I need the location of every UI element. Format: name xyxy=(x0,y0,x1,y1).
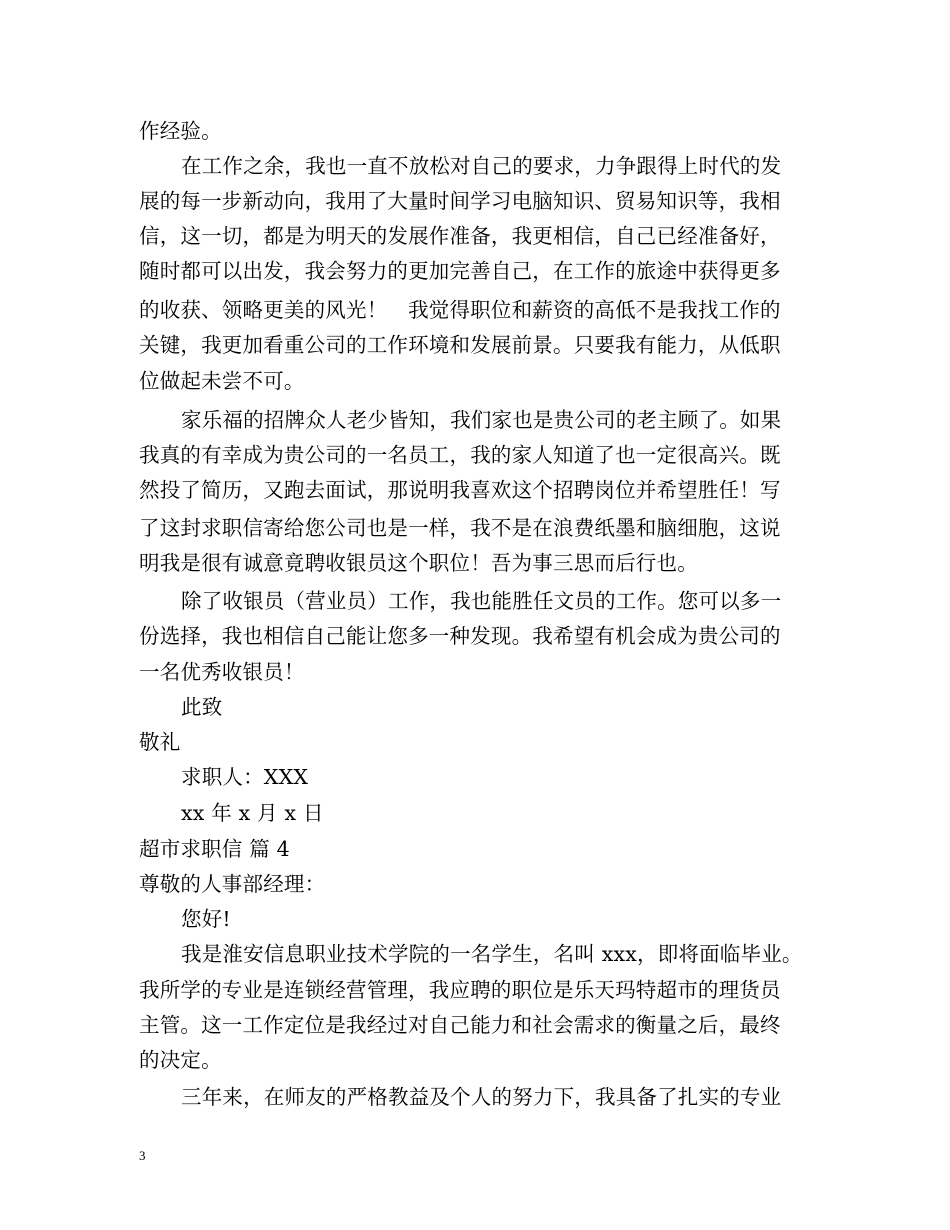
text-line: 位做起未尝不可。 xyxy=(139,369,305,393)
text-line: 展的每一步新动向，我用了大量时间学习电脑知识、贸易知识等，我相 xyxy=(139,189,781,213)
text-line: 的收获、领略更美的风光！ 我觉得职位和薪资的高低不是我找工作的 xyxy=(139,298,781,322)
text-line: 主管。这一工作定位是我经过对自己能力和社会需求的衡量之后，最终 xyxy=(139,1013,781,1037)
section-title: 超市求职信 篇 4 xyxy=(139,837,290,861)
letter-date: xx 年 x 月 x 日 xyxy=(181,801,324,825)
text-line: 信，这一切，都是为明天的发展作准备，我更相信，自己已经准备好， xyxy=(139,224,781,248)
hello-line: 您好! xyxy=(181,907,231,931)
text-line: 家乐福的招牌众人老少皆知，我们家也是贵公司的老主顾了。如果 xyxy=(181,408,782,432)
closing-salutation: 此致 xyxy=(181,695,223,719)
text-line: 一名优秀收银员！ xyxy=(139,660,305,684)
text-line: 在工作之余，我也一直不放松对自己的要求，力争跟得上时代的发 xyxy=(181,154,782,178)
recipient-greeting: 尊敬的人事部经理： xyxy=(139,872,326,896)
applicant-name: 求职人：XXX xyxy=(181,765,309,789)
text-line: 除了收银员（营业员）工作，我也能胜任文员的工作。您可以多一 xyxy=(181,589,782,613)
text-line: 的决定。 xyxy=(139,1048,222,1072)
text-line: 关键，我更加看重公司的工作环境和发展前景。只要我有能力，从低职 xyxy=(139,333,781,357)
text-line: 作经验。 xyxy=(139,119,222,143)
text-line: 份选择，我也相信自己能让您多一种发现。我希望有机会成为贵公司的 xyxy=(139,624,781,648)
text-line: 我是淮安信息职业技术学院的一名学生，名叫 xxx，即将面临毕业。 xyxy=(181,942,803,966)
text-line: 三年来，在师友的严格教益及个人的努力下，我具备了扎实的专业 xyxy=(181,1085,782,1109)
text-line: 然投了简历，又跑去面试，那说明我喜欢这个招聘岗位并希望胜任！写 xyxy=(139,478,781,502)
text-line: 了这封求职信寄给您公司也是一样，我不是在浪费纸墨和脑细胞，这说 xyxy=(139,516,781,540)
text-line: 明我是很有诚意竟聘收银员这个职位！吾为事三思而后行也。 xyxy=(139,551,698,575)
text-line: 我所学的专业是连锁经营管理，我应聘的职位是乐天玛特超市的理货员 xyxy=(139,978,781,1002)
text-line: 随时都可以出发，我会努力的更加完善自己，在工作的旅途中获得更多 xyxy=(139,259,781,283)
closing-regards: 敬礼 xyxy=(139,730,181,754)
text-line: 我真的有幸成为贵公司的一名员工，我的家人知道了也一定很高兴。既 xyxy=(139,443,781,467)
page-number: 3 xyxy=(139,1148,146,1163)
